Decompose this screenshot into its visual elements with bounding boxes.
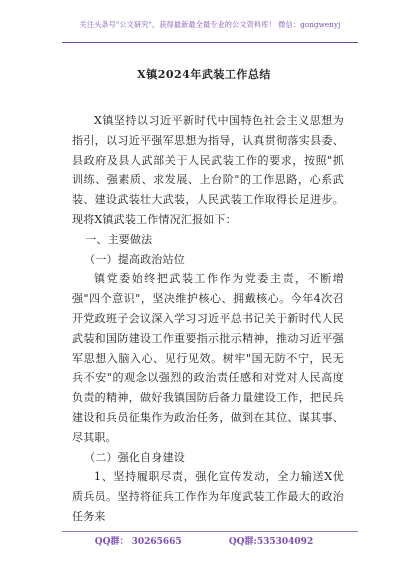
paragraph: 1、坚持履职尽责，强化宣传发动，全力输送X优质兵员。坚持将征兵工作作为年度武装工作最大的政治任务来 [72, 470, 344, 523]
subsection-heading: （二）强化自身建设 [84, 450, 185, 464]
footer-qq-group-2: QQ群:535304092 [228, 537, 314, 547]
header-banner: 关注头条号"公文研究"，获得最新最全最专业的公文资料库！ 微信：gongwenyj [79, 20, 341, 29]
paragraph: 镇党委始终把武装工作作为党委主责，不断增强"四个意识"，坚决维护核心、拥戴核心。今年4次召开党政班子会议深入学习习近平总书记关于新时代人民武装和国防建设工作重要指示批示精神，推动习近平强军思想入脑入心、见行见效。树牢"国无防不宁，民无兵不安"的观念以强烈的政治责任感和对党对人民高度负责的精神，做好我镇国防后备力量建设工作，把民兵建设和兵员征集作为政治任务，做到在其位、谋其事、尽其职。 [72, 272, 344, 444]
paragraph-intro: X镇坚持以习近平新时代中国特色社会主义思想为指引，以习近平强军思想为指导，认真贯彻落实县委、县政府及县人武部关于人民武装工作的要求，按照"抓训练、强素质、求发展、上台阶"的工作思路，心系武装、建设武装壮大武装，人民武装工作取得长足进步。现将X镇武装工作情况汇报如下： [72, 114, 344, 226]
header-divider [62, 42, 358, 43]
section-heading: 一、主要做法 [85, 232, 153, 246]
document-title: X镇2024年武装工作总结 [137, 68, 271, 81]
footer [0, 534, 408, 547]
footer-divider [62, 531, 358, 532]
subsection-heading: （一）提高政治站位 [84, 252, 185, 266]
document-body [72, 111, 344, 527]
footer-qq-group-1: QQ群： 30265665 [94, 537, 182, 547]
